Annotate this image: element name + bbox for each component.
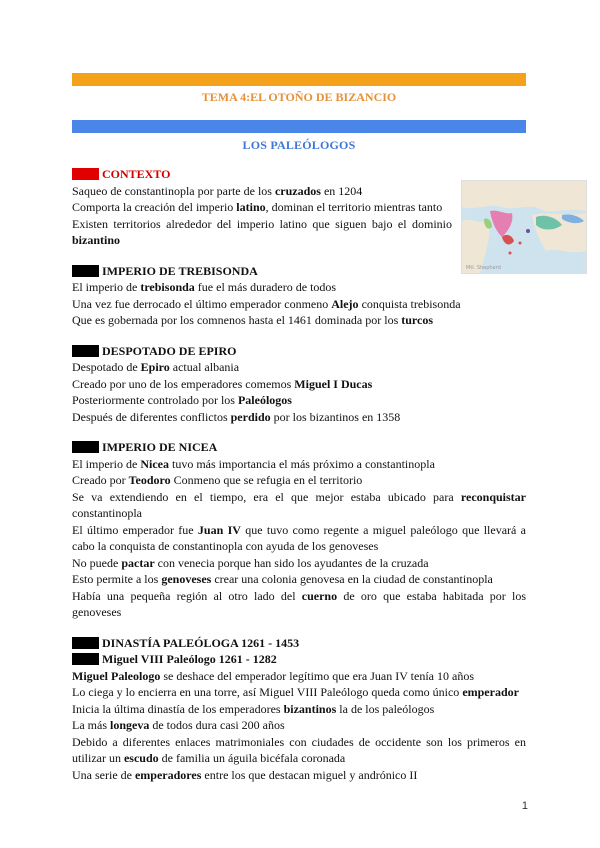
paragraph-line: Saqueo de constantinopla por parte de los cruzados en 1204 (72, 183, 363, 198)
heading-nicea (72, 439, 526, 456)
paragraph-line: No puede pactar con venecia porque han sido los ayudantes de la cruzada (72, 555, 429, 570)
paragraph-line: Lo ciega y lo encierra en una torre, así Miguel VIII Paleólogo queda como único emperador (72, 685, 519, 699)
paragraph-line: Creado por Teodoro Conmeno que se refugia en el territorio (72, 473, 363, 487)
paragraph-line: Creado por uno de los emperadores comemos Miguel I Ducas (72, 376, 373, 391)
tema-title: TEMA 4:EL OTOÑO DE BIZANCIO (201, 90, 397, 104)
paragraph-line: Una serie de emperadores entre los que destacan miguel y andrónico II (72, 767, 418, 782)
orange-header-bar (72, 73, 526, 86)
paragraph-line: Esto permite a los genoveses crear una colonia genovesa en la ciudad de constantinopla (72, 572, 493, 586)
paragraph-line: El imperio de trebisonda fue el más duradero de todos (72, 280, 337, 294)
heading-text: DESPOTADO DE EPIRO (102, 343, 237, 358)
paragraph-line: Se va extendiendo en el tiempo, era el que mejor estaba ubicado para reconquistar constantinopla (72, 489, 526, 520)
paragraph-line: Después de diferentes conflictos perdido por los bizantinos en 1358 (72, 409, 401, 424)
section-title: LOS PALEÓLOGOS (242, 138, 356, 152)
black-marker (72, 441, 99, 453)
document-body (72, 166, 526, 783)
paragraph-line: El último emperador fue Juan IV que tuvo como regente a miguel paleólogo que llevará a cabo la conquista de constantinopla con ayuda de los genoveses (72, 522, 526, 553)
black-marker (72, 637, 99, 649)
paragraph-line: Que es gobernada por los comnenos hasta el 1461 dominada por los turcos (72, 313, 434, 327)
paragraph-line: El imperio de Nicea tuvo más importancia el más próximo a constantinopla (72, 456, 435, 471)
black-marker (72, 653, 99, 665)
paragraph-line: Despotado de Epiro actual albania (72, 360, 240, 374)
paragraph-line: La más longeva de todos dura casi 200 años (72, 718, 285, 732)
paragraph-line: Miguel Paleologo se deshace del emperador legítimo que era Juan IV tenía 10 años (72, 668, 474, 683)
heading-contexto (72, 166, 526, 183)
section-dinastia (72, 635, 526, 784)
section-epiro (72, 343, 526, 426)
subheading-text: Miguel VIII Paleólogo 1261 - 1282 (102, 652, 277, 666)
heading-text: IMPERIO DE NICEA (102, 440, 218, 454)
black-marker (72, 345, 99, 357)
heading-text: CONTEXTO (102, 167, 171, 181)
map-caption: Mtl. Shepherd (466, 265, 501, 271)
subheading-miguel-viii (72, 651, 526, 668)
heading-trebisonda (72, 263, 526, 280)
blue-header-bar (72, 120, 526, 133)
paragraph-line: Comporta la creación del imperio latino, dominan el territorio mientras tanto (72, 200, 443, 214)
page-number: 1 (521, 800, 528, 812)
section-nicea (72, 439, 526, 621)
heading-text: DINASTÍA PALEÓLOGA 1261 - 1453 (102, 635, 300, 650)
paragraph-line: Posteriormente controlado por los Paleólogos (72, 393, 292, 407)
paragraph-line: Debido a diferentes enlaces matrimoniales con ciudades de occidente son los primeros en utilizar un escudo de familia un águila bicéfala coronada (72, 734, 526, 765)
paragraph-line: Inicia la última dinastía de los emperadores bizantinos la de los paleólogos (72, 701, 435, 716)
section-trebisonda (72, 263, 526, 329)
paragraph-line: Existen territorios alrededor del imperio latino que siguen bajo el dominio bizantino (72, 216, 452, 247)
paragraph-line: Había una pequeña región al otro lado del cuerno de oro que estaba habitada por los genoveses (72, 588, 526, 619)
section-contexto (72, 166, 526, 249)
heading-dinastia (72, 635, 526, 652)
heading-text: IMPERIO DE TREBISONDA (102, 263, 258, 278)
red-marker (72, 168, 99, 180)
black-marker (72, 265, 99, 277)
heading-epiro (72, 343, 526, 360)
paragraph-line: Una vez fue derrocado el último emperador conmeno Alejo conquista trebisonda (72, 296, 461, 311)
